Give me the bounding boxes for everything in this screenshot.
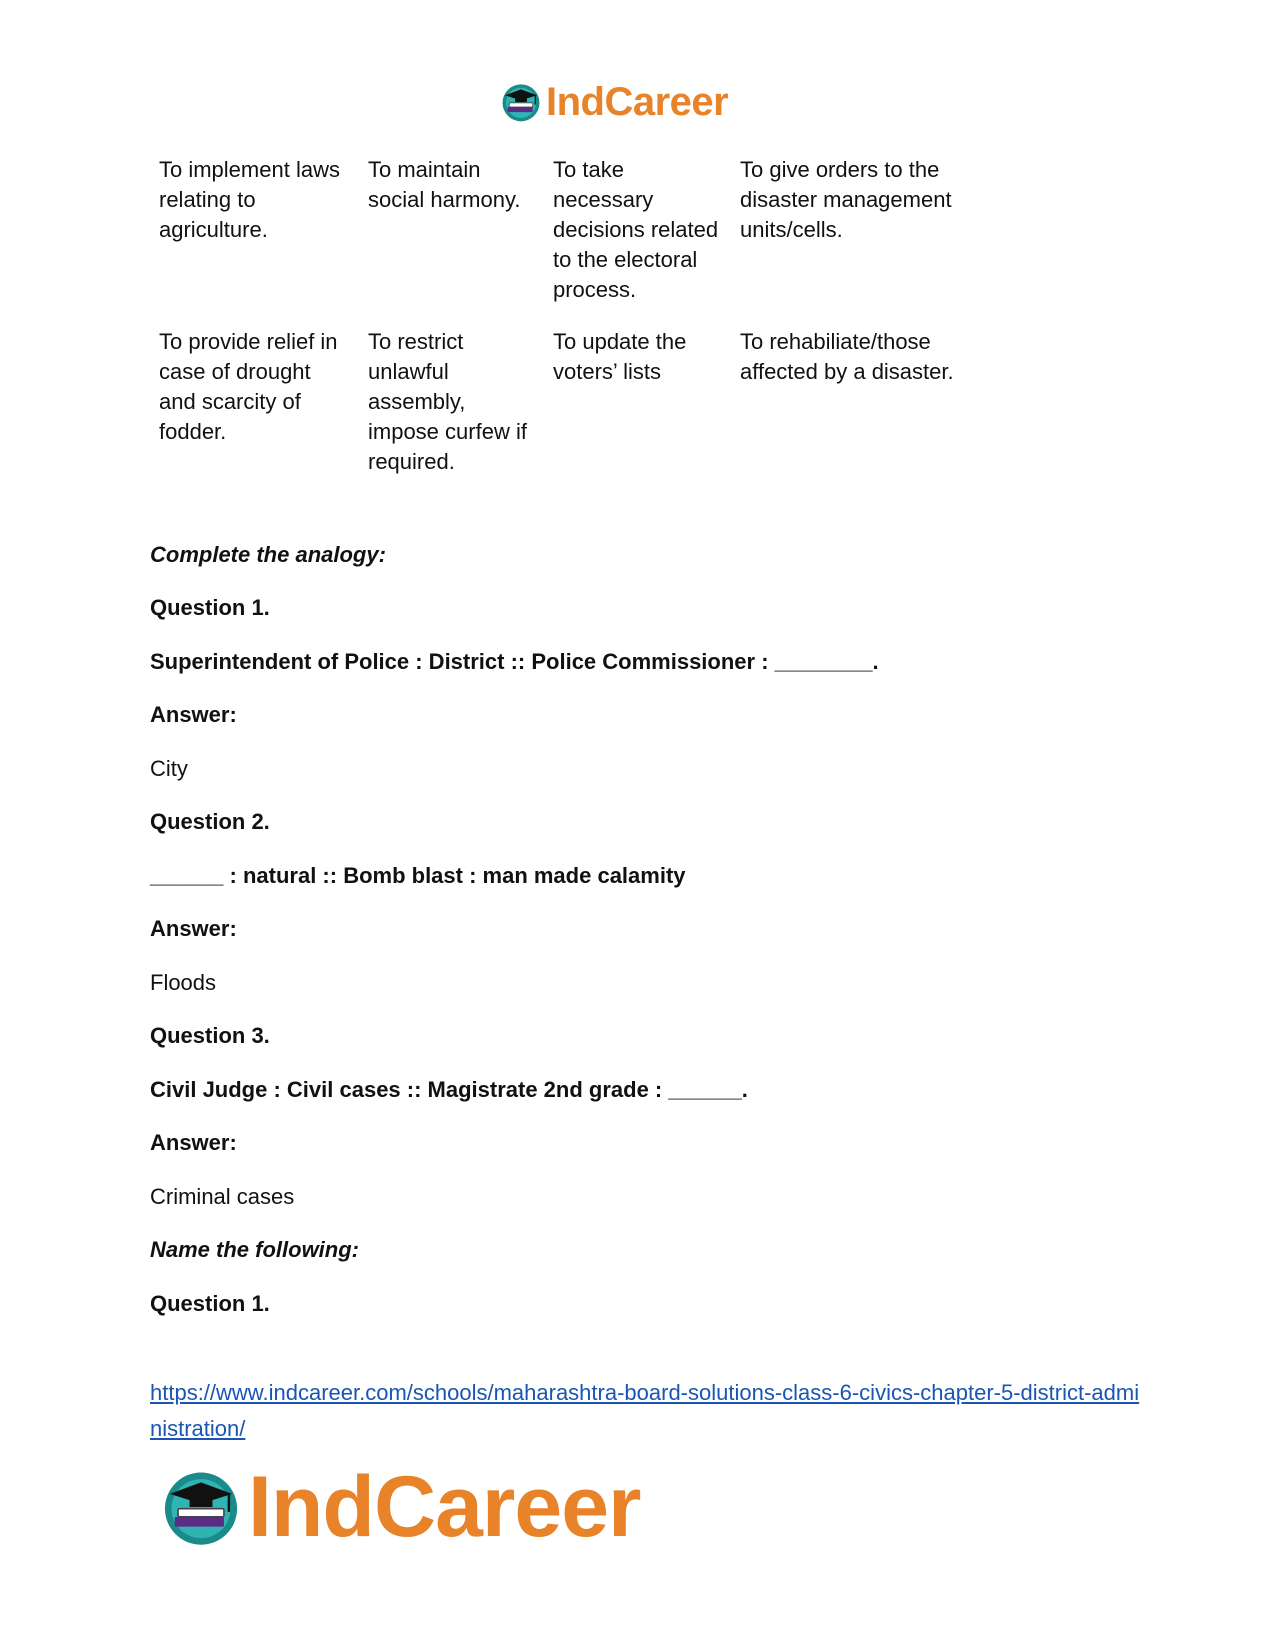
- section-heading-name-following: Name the following:: [150, 1237, 359, 1262]
- graduation-book-icon: [160, 1466, 242, 1548]
- section-heading-analogy: Complete the analogy:: [150, 542, 386, 567]
- answer-text: Floods: [150, 970, 217, 995]
- table-cell: To provide relief in case of drought and scarcity of fodder.: [159, 329, 338, 444]
- answer-text: Criminal cases: [150, 1184, 295, 1209]
- table-cell: To rehabiliate/those affected by a disaster.: [740, 329, 954, 384]
- table-cell: To give orders to the disaster management units/cells.: [740, 157, 952, 242]
- question-label: Question 2.: [150, 809, 270, 834]
- answer-text: City: [150, 756, 188, 781]
- question-label: Question 1.: [150, 595, 270, 620]
- header-logo: [500, 78, 728, 126]
- brand-name: IndCareer: [546, 79, 729, 124]
- answer-label: Answer:: [150, 1130, 237, 1155]
- brand-name: IndCareer: [248, 1458, 641, 1555]
- answer-label: Answer:: [150, 916, 237, 941]
- table-cell: To update the voters’ lists: [553, 329, 687, 384]
- table-cell: To take necessary decisions related to the electoral process.: [553, 157, 719, 302]
- duties-table: [150, 155, 988, 499]
- table-cell: To maintain social harmony.: [368, 157, 521, 212]
- graduation-book-icon: [500, 81, 542, 123]
- table-cell: To implement laws relating to agriculture.: [159, 157, 340, 242]
- question-text: ______ : natural :: Bomb blast : man made calamity: [150, 863, 686, 888]
- question-text: Civil Judge : Civil cases :: Magistrate 2nd grade : ______.: [150, 1077, 748, 1102]
- table-row: [150, 327, 988, 499]
- table-cell: To restrict unlawful assembly, impose curfew if required.: [368, 329, 527, 474]
- footer-logo: [160, 1458, 641, 1555]
- footer-source-link[interactable]: https://www.indcareer.com/schools/maharashtra-board-solutions-class-6-civics-chapter-5-district-administration/: [150, 1380, 1140, 1441]
- table-row: [150, 155, 988, 327]
- question-label: Question 1.: [150, 1291, 270, 1316]
- question-text: Superintendent of Police : District :: Police Commissioner : ________.: [150, 649, 879, 674]
- answer-label: Answer:: [150, 702, 237, 727]
- question-label: Question 3.: [150, 1023, 270, 1048]
